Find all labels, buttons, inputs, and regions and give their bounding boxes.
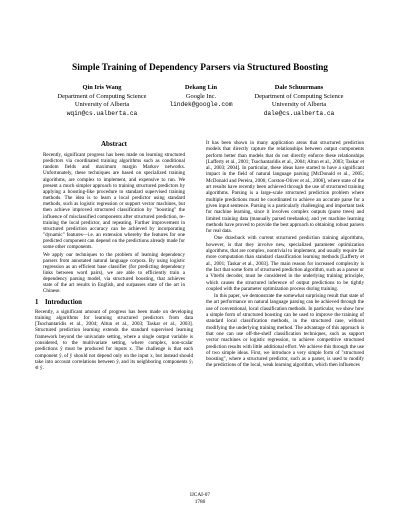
section-title: Introduction: [45, 298, 82, 306]
author-block: [234, 84, 364, 118]
body-paragraph: In this paper, we demonstrate the somewhat surprising result that state of the art performance on natural language parsing can be achieved through the use of conventional, local classification methods. In particular, we show how a simple form of structured boosting can be used to improve the training of standard local classification methods, in the structured case, without modifying the underlying training method. The advantage of this approach is that one can use off-the-shelf classification techniques, such as support vector machines or logistic regression, to achieve competitive structured prediction results with little additional effort. We achieve this through the use of two simple ideas. First, we introduce a very simple form of "structured boosting", where a structured predictor, such as a parser, is used to modify the predictions of the local, weak learning algorithm, which then influences: [206, 293, 364, 369]
right-column: [206, 140, 364, 370]
abstract-paragraph: We apply our techniques to the problem of learning dependency parsers from annotated natural language corpora. By using logistic regression as an efficient base classifier (for predicting dependency links between word pairs), we are able to efficiently train a dependency parsing model, via structured boosting, that achieves state of the art results in English, and surpasses state of the art in Chinese.: [43, 251, 185, 295]
footer-page-number: 1786: [194, 499, 206, 505]
abstract-paragraph: Recently, significant progress has been made on learning structured predictors via coordinated training algorithms such as conditional random fields and maximum margin Markov networks. Unfortunately, these techniques are based on specialized training algorithms, are complex to implement, and expensive to run. We present a much simpler approach to training structured predictors by applying a boosting-like procedure to standard supervised training methods. The idea is to learn a local predictor using standard methods, such as logistic regression or support vector machines, but then achieve improved structured classification by "boosting" the influence of misclassified components after structured prediction, re-training the local predictor, and repeating. Further improvement in structured prediction accuracy can be achieved by incorporating "dynamic" features—i.e. an extension whereby the features for one predicted component can depend on the predictions already made for some other components.: [43, 152, 185, 251]
body-paragraph: It has been shown in many application areas that structured prediction models that directly capture the relationships between output components perform better than models that do not directly enforce these relationships [Lafferty et al., 2001; Tsochantaridis et al., 2004; Altun et al., 2003; Taskar et al., 2003; 2004]. In particular, these ideas have started to have a significant impact in the field of natural language parsing [McDonald et al., 2005; McDonald and Pereira, 2006; Corston-Oliver et al., 2006], where state of the art results have recently been achieved through the use of structured training algorithms. Parsing is a large-scale structured prediction problem where multiple predictions must be coordinated to achieve an accurate parse for a given input sentence. Parsing is a particularly challenging and important task for machine learning, since it involves complex outputs (parse trees) and limited training data (manually parsed treebanks), and yet machine learning methods have proved to provide the best approach to obtaining robust parsers for real data.: [206, 140, 365, 235]
section-number: 1: [35, 298, 39, 306]
author-email: lindek@google.com: [169, 101, 233, 109]
author-affiliation: Department of Computing Science: [57, 92, 147, 100]
author-institution: University of Alberta: [74, 101, 130, 109]
intro-body: [35, 309, 193, 372]
author-institution: University of Alberta: [271, 101, 327, 109]
abstract-heading: Abstract: [100, 140, 128, 148]
author-affiliation: Department of Computing Science: [254, 92, 344, 100]
author-email: dale@cs.ualberta.ca: [263, 109, 335, 117]
body-paragraph: One drawback with current structured prediction training algorithms, however, is that they involve new, specialized parameter optimization algorithms, that are complex, nontrivial to implement, and usually require far more computation than standard classification learning methods [Lafferty et al., 2001; Taskar et al., 2003]. The main reason for increased complexity is the fact that some form of structured prediction algorithm, such as a parser or a Viterbi decoder, must be considered in the underlying training principle, which causes the structured inference of output predictions to be tightly coupled with the parameter optimization process during training.: [206, 235, 364, 292]
right-body: [206, 140, 364, 369]
left-column: [35, 140, 193, 373]
author-affiliation: Google Inc.: [185, 92, 217, 100]
footer-venue: IJCAI-07: [189, 492, 210, 498]
author-name: Dale Schuurmans: [274, 84, 324, 91]
author-email: wqin@cs.ualberta.ca: [66, 109, 138, 117]
abstract-body: [43, 152, 185, 295]
body-paragraph: Recently, a significant amount of progress has been made on developing training algorithms for learning structured predictors from data [Tsochantaridis et al., 2004; Altun et al., 2003; Taskar et al., 2003]. Structured prediction learning extends the standard supervised learning framework beyond the univariate setting, where a single output variable is considered, to the multivariate setting, where complex, non-scalar predictions ŷ must be produced for inputs x. The challenge is that each component ŷᵢ of ŷ should not depend only on the input x, but instead should take into account correlations between ŷᵢ and its neighboring components ŷⱼ ∈ ŷ.: [35, 308, 193, 372]
section-heading: [35, 299, 193, 306]
author-name: Qin Iris Wang: [82, 84, 122, 91]
author-name: Dekang Lin: [184, 84, 218, 91]
paper-title: Simple Training of Dependency Parsers via Structured Boosting: [72, 63, 328, 73]
